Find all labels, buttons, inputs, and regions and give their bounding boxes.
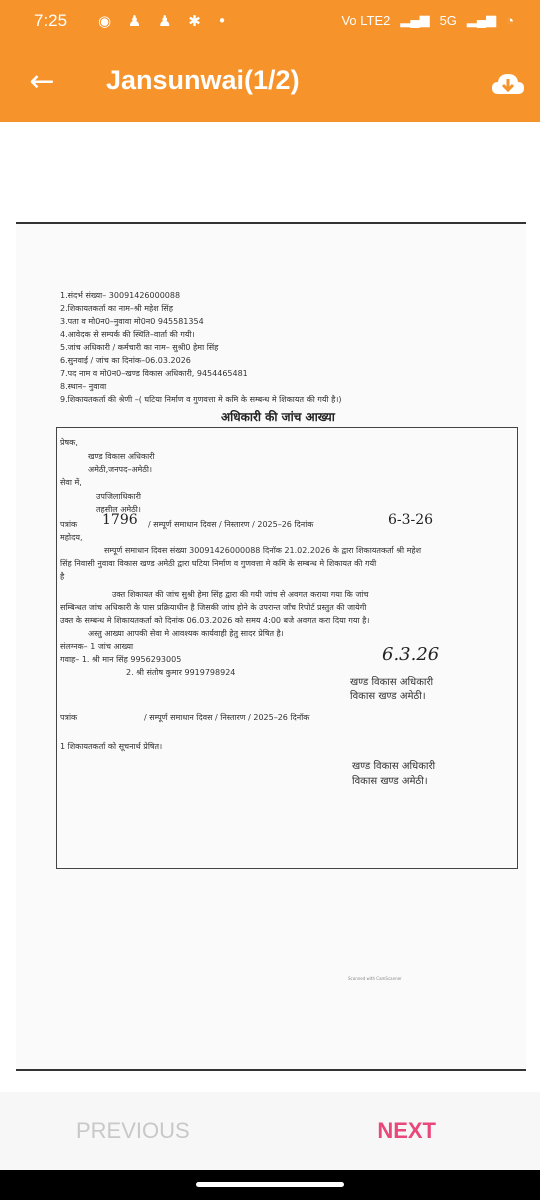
status-time: 7:25 — [34, 11, 68, 30]
doc-line-9: 9.शिकायतकर्ता की श्रेणी –( घटिया निर्माण व गुणवत्ता मे कमि के सम्बन्ध मे शिकायत की गयी है।) — [60, 395, 342, 404]
para2-line-2: सम्बिन्धत जांच अधिकारी के पास प्रक्रियाधीन है जिसकी जांच होने के उपरान्त जाँच रिपोर्ट प्रस्तुत की जायेगी — [60, 603, 367, 612]
bottom-bar — [0, 1092, 540, 1170]
cloud-download-icon[interactable] — [490, 68, 526, 100]
para2-line-4: अस्तु आख्या आपकी सेवा मे आवश्यक कार्यवाही हेतु सादर प्रेषित है। — [88, 629, 284, 638]
document-viewer[interactable] — [0, 122, 540, 1092]
doc-line-1: 1.संदर्भ संख्या– 30091426000088 — [60, 291, 181, 300]
home-gesture-pill[interactable] — [196, 1182, 344, 1187]
copy-line: 1 शिकायतकर्ता को सूचनार्थ प्रेषित। — [60, 742, 163, 751]
para2-line-3: उक्त के सम्बन्ध मे शिकायतकर्ता को दिनांक 06.03.2026 को समय 4:00 बजे अवगत करा दिया गया है। — [60, 616, 370, 625]
from-label: प्रेषक, — [60, 438, 78, 447]
from-line-1: खण्ड विकास अधिकारी — [88, 452, 155, 461]
app-bar — [0, 44, 540, 122]
ref-number: 1796 — [102, 512, 138, 528]
box-title: अधिकारी की जांच आख्या — [221, 410, 335, 424]
next-button[interactable]: NEXT — [377, 1118, 436, 1143]
enclosure: संलग्नक– 1 जांच आख्या — [60, 642, 134, 651]
witness-1: गवाह– 1. श्री मान सिंह 9956293005 — [60, 655, 182, 664]
signatory-bottom-2: विकास खण्ड अमेठी। — [352, 776, 428, 787]
ref2-label: पत्रांक — [60, 713, 78, 722]
ref-text: / सम्पूर्ण समाधान दिवस / निस्तारण / 2025–26 दिनांक — [148, 520, 314, 529]
signatory-2: विकास खण्ड अमेठी। — [350, 691, 426, 702]
doc-line-3: 3.पता व मो0न0–नुवावा मो0न0 945581354 — [60, 317, 204, 326]
doc-line-7: 7.पद नाम व मो0न0–खण्ड विकास अधिकारी, 9454465481 — [60, 369, 248, 378]
doc-line-8: 8.स्थान– नुवावा — [60, 382, 107, 391]
back-arrow-icon[interactable]: ← — [29, 64, 55, 99]
to-label: सेवा में, — [60, 478, 82, 487]
network-type: 5G — [439, 12, 457, 28]
page-title: Jansunwai(1/2) — [106, 65, 300, 95]
status-right — [341, 12, 514, 28]
para2-line-1: उक्त शिकायत की जांच सुश्री हेमा सिंह द्वारा की गयी जांच से अवगत कराया गया कि जांच — [112, 590, 369, 599]
to-line-2: तहसील अमेठी। — [96, 505, 141, 514]
para1-line-2: सिंह निवासी नुवावा विकास खण्ड अमेठी द्वारा घटिया निर्माण व गुणवत्ता मे कमि के सम्बन्ध मे शिकायत की गयी — [60, 559, 377, 568]
salutation: महोदय, — [60, 533, 83, 542]
system-nav-bar — [0, 1170, 540, 1200]
signal-icon: ▂▄▆ — [400, 12, 430, 27]
ref2-text: / सम्पूर्ण समाधान दिवस / निस्तारण / 2025–26 दिनॉक — [144, 713, 310, 722]
doc-line-4: 4.आवेदक से सम्पर्क की स्थिति–वार्ता की गयी। — [60, 330, 195, 339]
doc-line-5: 5.जांच अधिकारी / कर्मचारी का नाम– सुश्री0 हेमा सिंह — [60, 343, 219, 352]
document-page — [16, 222, 526, 1071]
witness-2: 2. श्री संतोष कुमार 9919798924 — [126, 668, 236, 677]
network-label: Vo LTE2 — [341, 12, 391, 28]
battery-icon: ◔ — [506, 12, 514, 28]
para1-line-3: है — [60, 572, 65, 581]
signatory-1: खण्ड विकास अधिकारी — [350, 677, 434, 688]
from-line-2: अमेठी,जनपद–अमेठी। — [88, 465, 152, 474]
signal-icon-2: ▂▄▆ — [466, 12, 497, 27]
notification-icons: ◉ ♟ ♟ ✱ • — [98, 12, 233, 30]
para1-line-1: सम्पूर्ण समाधान दिवस संख्या 30091426000088 दिनॉक 21.02.2026 के द्वारा शिकायतकर्ता श्री महेश — [104, 546, 422, 555]
status-bar — [0, 0, 540, 44]
signature-date: 6.3.26 — [382, 644, 440, 665]
ref-date: 6-3-26 — [388, 512, 434, 528]
to-line-1: उपजिलाधिकारी — [96, 492, 141, 501]
signatory-bottom-1: खण्ड विकास अधिकारी — [352, 761, 436, 772]
doc-line-2: 2.शिकायतकर्ता का नाम–श्री महेश सिंह — [60, 304, 173, 313]
previous-button[interactable]: PREVIOUS — [76, 1118, 190, 1143]
doc-line-6: 6.सुनवाई / जांच का दिनांक–06.03.2026 — [60, 356, 191, 365]
scan-watermark: Scanned with CamScanner — [348, 976, 402, 981]
ref-label: पत्रांक — [60, 520, 78, 529]
